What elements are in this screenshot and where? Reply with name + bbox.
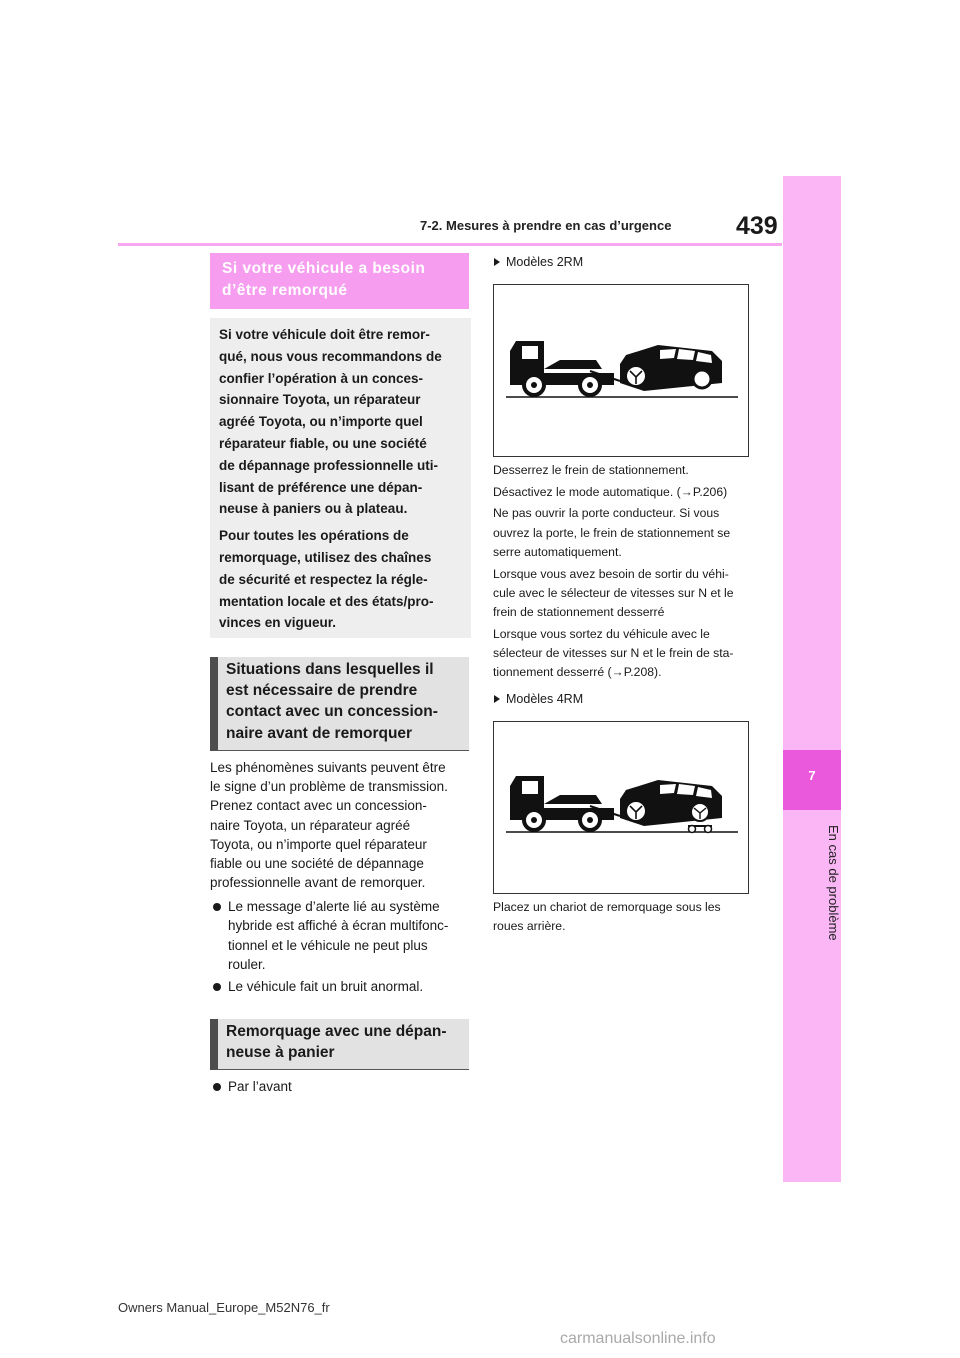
text-line: Toyota, ou n’importe quel réparateur: [210, 836, 427, 852]
header-rule: [118, 243, 782, 246]
watermark: carmanualsonline.info: [560, 1330, 716, 1347]
text-line: naire Toyota, un réparateur agréé: [210, 817, 411, 833]
text-line: vinces en vigueur.: [219, 615, 337, 631]
section-heading-dolly-towing: [210, 1019, 469, 1070]
instructions-2wd: [493, 461, 755, 685]
text-line: agréé Toyota, ou n’importe quel: [219, 414, 423, 430]
text-line: rouler.: [228, 957, 266, 973]
text-line: Par l’avant: [228, 1079, 292, 1094]
bullet-item: [210, 897, 472, 975]
instruction-paragraph: [493, 504, 755, 562]
text-line: Si votre véhicule doit être remor-: [219, 327, 430, 342]
bullet-icon: [213, 903, 221, 911]
section-heading-dealer-contact: [210, 657, 469, 751]
heading-line: contact avec un concession-: [226, 703, 438, 721]
tow-truck-dolly-illustration: [494, 722, 750, 895]
text-line: professionnelle avant de remorquer.: [210, 875, 426, 891]
text-line: Désactivez le mode automatique. (→P.206): [493, 484, 728, 499]
text-line: réparateur fiable, ou une société: [219, 435, 427, 451]
instruction-paragraph: [493, 461, 755, 480]
chapter-side-tab: [783, 176, 841, 1182]
text-line: ouvrez la porte, le frein de stationnement se: [493, 525, 731, 540]
text-line: neuse à paniers ou à plateau.: [219, 501, 408, 517]
text-line: Ne pas ouvrir la porte conducteur. Si vous: [493, 506, 720, 521]
text-line: Lorsque vous avez besoin de sortir du véhi-: [493, 566, 729, 581]
manual-id: Owners Manual_Europe_M52N76_fr: [118, 1300, 330, 1315]
triangle-bullet-icon: [494, 695, 500, 703]
text-line: hybride est affiché à écran multifonc-: [228, 918, 449, 934]
instructions-4wd: [493, 898, 755, 936]
models-2wd-item: [494, 255, 583, 269]
intro-paragraph-1: [219, 324, 463, 520]
triangle-bullet-icon: [494, 258, 500, 266]
section-heading-towing: [210, 253, 469, 309]
dealer-contact-body: [210, 758, 472, 892]
intro-paragraph-2: [219, 525, 463, 634]
text-line: roues arrière.: [493, 919, 566, 934]
text-line: tionnement desserré (→P.208).: [493, 665, 662, 680]
text-line: confier l’opération à un conces-: [219, 370, 424, 386]
text-line: fiable ou une société de dépannage: [210, 856, 424, 872]
bullet-item: [210, 1077, 472, 1096]
text-line: Le message d’alerte lié au système: [228, 899, 440, 914]
bullet-icon: [213, 983, 221, 991]
instruction-paragraph: [493, 625, 755, 683]
heading-line: Remorquage avec une dépan-: [226, 1023, 447, 1040]
models-4wd-label: Modèles 4RM: [506, 692, 584, 706]
heading-line: neuse à panier: [226, 1044, 335, 1062]
intro-box: [210, 318, 471, 638]
heading-line: Situations dans lesquelles il: [226, 661, 434, 678]
heading-line: est nécessaire de prendre: [226, 682, 418, 700]
bullet-item: [210, 977, 472, 996]
text-line: le signe d’un problème de transmission.: [210, 779, 448, 795]
text-line: qué, nous vous recommandons de: [219, 348, 442, 364]
towing-illustration-2wd: [493, 284, 749, 457]
text-line: Les phénomènes suivants peuvent être: [210, 760, 446, 775]
text-line: de sécurité et respectez la régle-: [219, 571, 428, 587]
text-line: Desserrez le frein de stationnement.: [493, 463, 689, 477]
text-line: remorquage, utilisez des chaînes: [219, 549, 432, 565]
text-line: cule avec le sélecteur de vitesses sur N et le: [493, 585, 734, 600]
models-4wd-item: [494, 692, 583, 706]
text-line: lisant de préférence une dépan-: [219, 479, 423, 495]
text-line: frein de stationnement desserré: [493, 604, 665, 619]
text-line: mentation locale et des états/pro-: [219, 593, 434, 609]
text-line: Pour toutes les opérations de: [219, 528, 409, 544]
instruction-paragraph: [493, 483, 755, 502]
heading-line: d’être remorqué: [222, 282, 348, 299]
text-line: Placez un chariot de remorquage sous les: [493, 900, 721, 914]
text-line: Le véhicule fait un bruit anormal.: [228, 979, 424, 994]
text-line: Lorsque vous sortez du véhicule avec le: [493, 626, 710, 641]
text-line: Prenez contact avec un concession-: [210, 798, 427, 814]
section-title: 7-2. Mesures à prendre en cas d’urgence: [420, 218, 672, 233]
bullet-icon: [213, 1083, 221, 1091]
text-line: serre automatiquement.: [493, 544, 622, 559]
text-line: sionnaire Toyota, un réparateur: [219, 392, 421, 408]
models-2wd-label: Modèles 2RM: [506, 255, 584, 269]
chapter-label: En cas de problème: [826, 825, 841, 941]
tow-truck-illustration: [494, 285, 750, 458]
text-line: de dépannage professionnelle uti-: [219, 457, 439, 473]
text-line: tionnel et le véhicule ne peut plus: [228, 937, 428, 953]
heading-line: naire avant de remorquer: [226, 724, 413, 742]
instruction-paragraph: [493, 565, 755, 623]
page-number: 439: [736, 212, 778, 240]
text-line: sélecteur de vitesses sur N et le frein de sta-: [493, 645, 734, 660]
towing-illustration-4wd: [493, 721, 749, 894]
heading-line: Si votre véhicule a besoin: [222, 260, 426, 277]
chapter-number: 7: [808, 768, 816, 783]
